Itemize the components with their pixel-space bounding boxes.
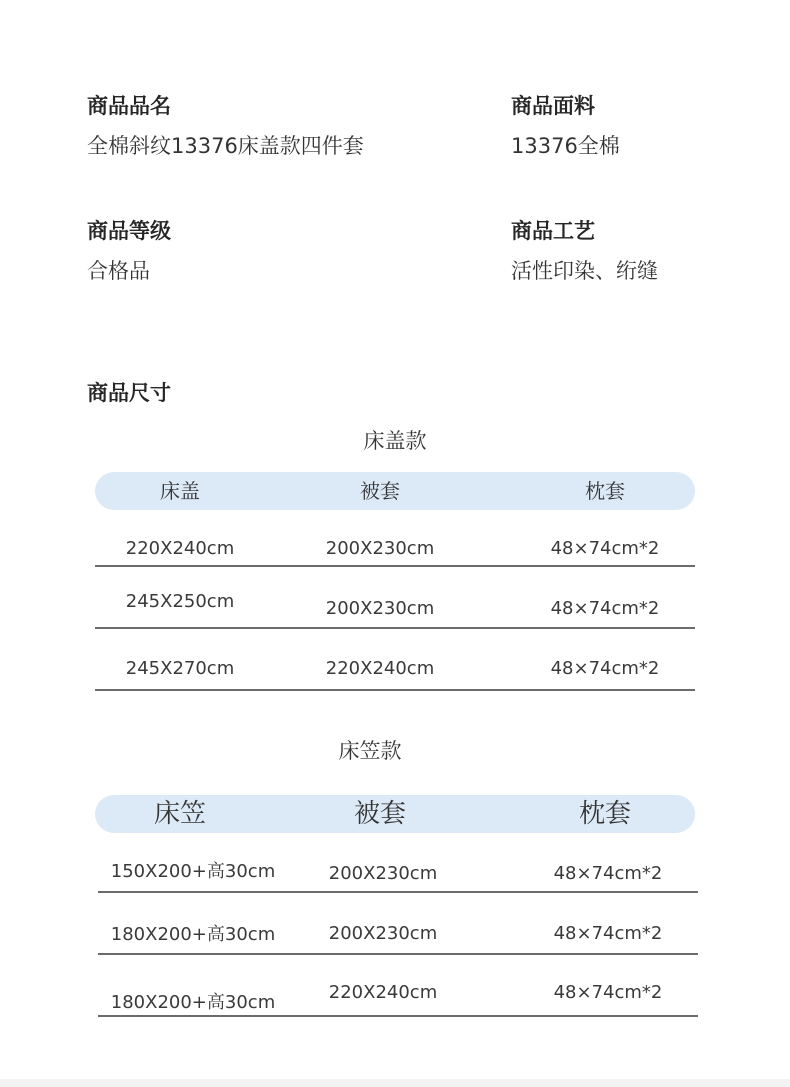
- header-cell: 床笠: [153, 799, 206, 829]
- size-section-title: 商品尺寸: [87, 381, 171, 405]
- info-label: 商品品名: [87, 94, 171, 118]
- table-title: 床盖款: [363, 429, 427, 453]
- table-row: [98, 891, 698, 955]
- table-cell: 245X250cm: [125, 591, 235, 612]
- table-cell: 200X230cm: [328, 863, 438, 884]
- footer-strip: [0, 1079, 790, 1087]
- table-header: [95, 795, 695, 833]
- table-cell: 180X200+高30cm: [110, 992, 276, 1013]
- table-cell: 200X230cm: [328, 923, 438, 944]
- header-cell: 枕套: [585, 479, 625, 503]
- table-cell: 220X240cm: [325, 658, 435, 679]
- table-cell: 48×74cm*2: [553, 923, 663, 944]
- table-row: [95, 627, 695, 691]
- table-cell: 48×74cm*2: [550, 538, 660, 559]
- table-cell: 245X270cm: [125, 658, 235, 679]
- table-row: [95, 503, 695, 567]
- info-value: 13376全棉: [511, 134, 620, 158]
- info-craft: [511, 218, 658, 284]
- info-value: 活性印染、绗缝: [511, 259, 658, 283]
- info-label: 商品工艺: [511, 219, 595, 243]
- table-cell: 48×74cm*2: [553, 982, 663, 1003]
- info-product-name: [87, 93, 364, 159]
- table-row: [98, 829, 698, 893]
- header-cell: 被套: [353, 799, 406, 829]
- info-fabric: [511, 93, 620, 159]
- table-title: 床笠款: [338, 739, 402, 763]
- table-cell: 220X240cm: [125, 538, 235, 559]
- info-label: 商品面料: [511, 94, 595, 118]
- header-cell: 被套: [360, 479, 400, 503]
- info-value: 合格品: [87, 259, 150, 283]
- info-grade: [87, 218, 171, 284]
- info-label: 商品等级: [87, 219, 171, 243]
- table-cell: 48×74cm*2: [550, 658, 660, 679]
- table-cell: 220X240cm: [328, 982, 438, 1003]
- header-cell: 床盖: [160, 479, 200, 503]
- table-row: [98, 953, 698, 1017]
- table-cell: 48×74cm*2: [550, 598, 660, 619]
- table-cell: 150X200+高30cm: [110, 861, 276, 882]
- info-value: 全棉斜纹13376床盖款四件套: [87, 134, 364, 158]
- header-cell: 枕套: [578, 799, 631, 829]
- table-row: [95, 565, 695, 629]
- table-cell: 48×74cm*2: [553, 863, 663, 884]
- table-cell: 200X230cm: [325, 598, 435, 619]
- table-cell: 180X200+高30cm: [110, 924, 276, 945]
- table-cell: 200X230cm: [325, 538, 435, 559]
